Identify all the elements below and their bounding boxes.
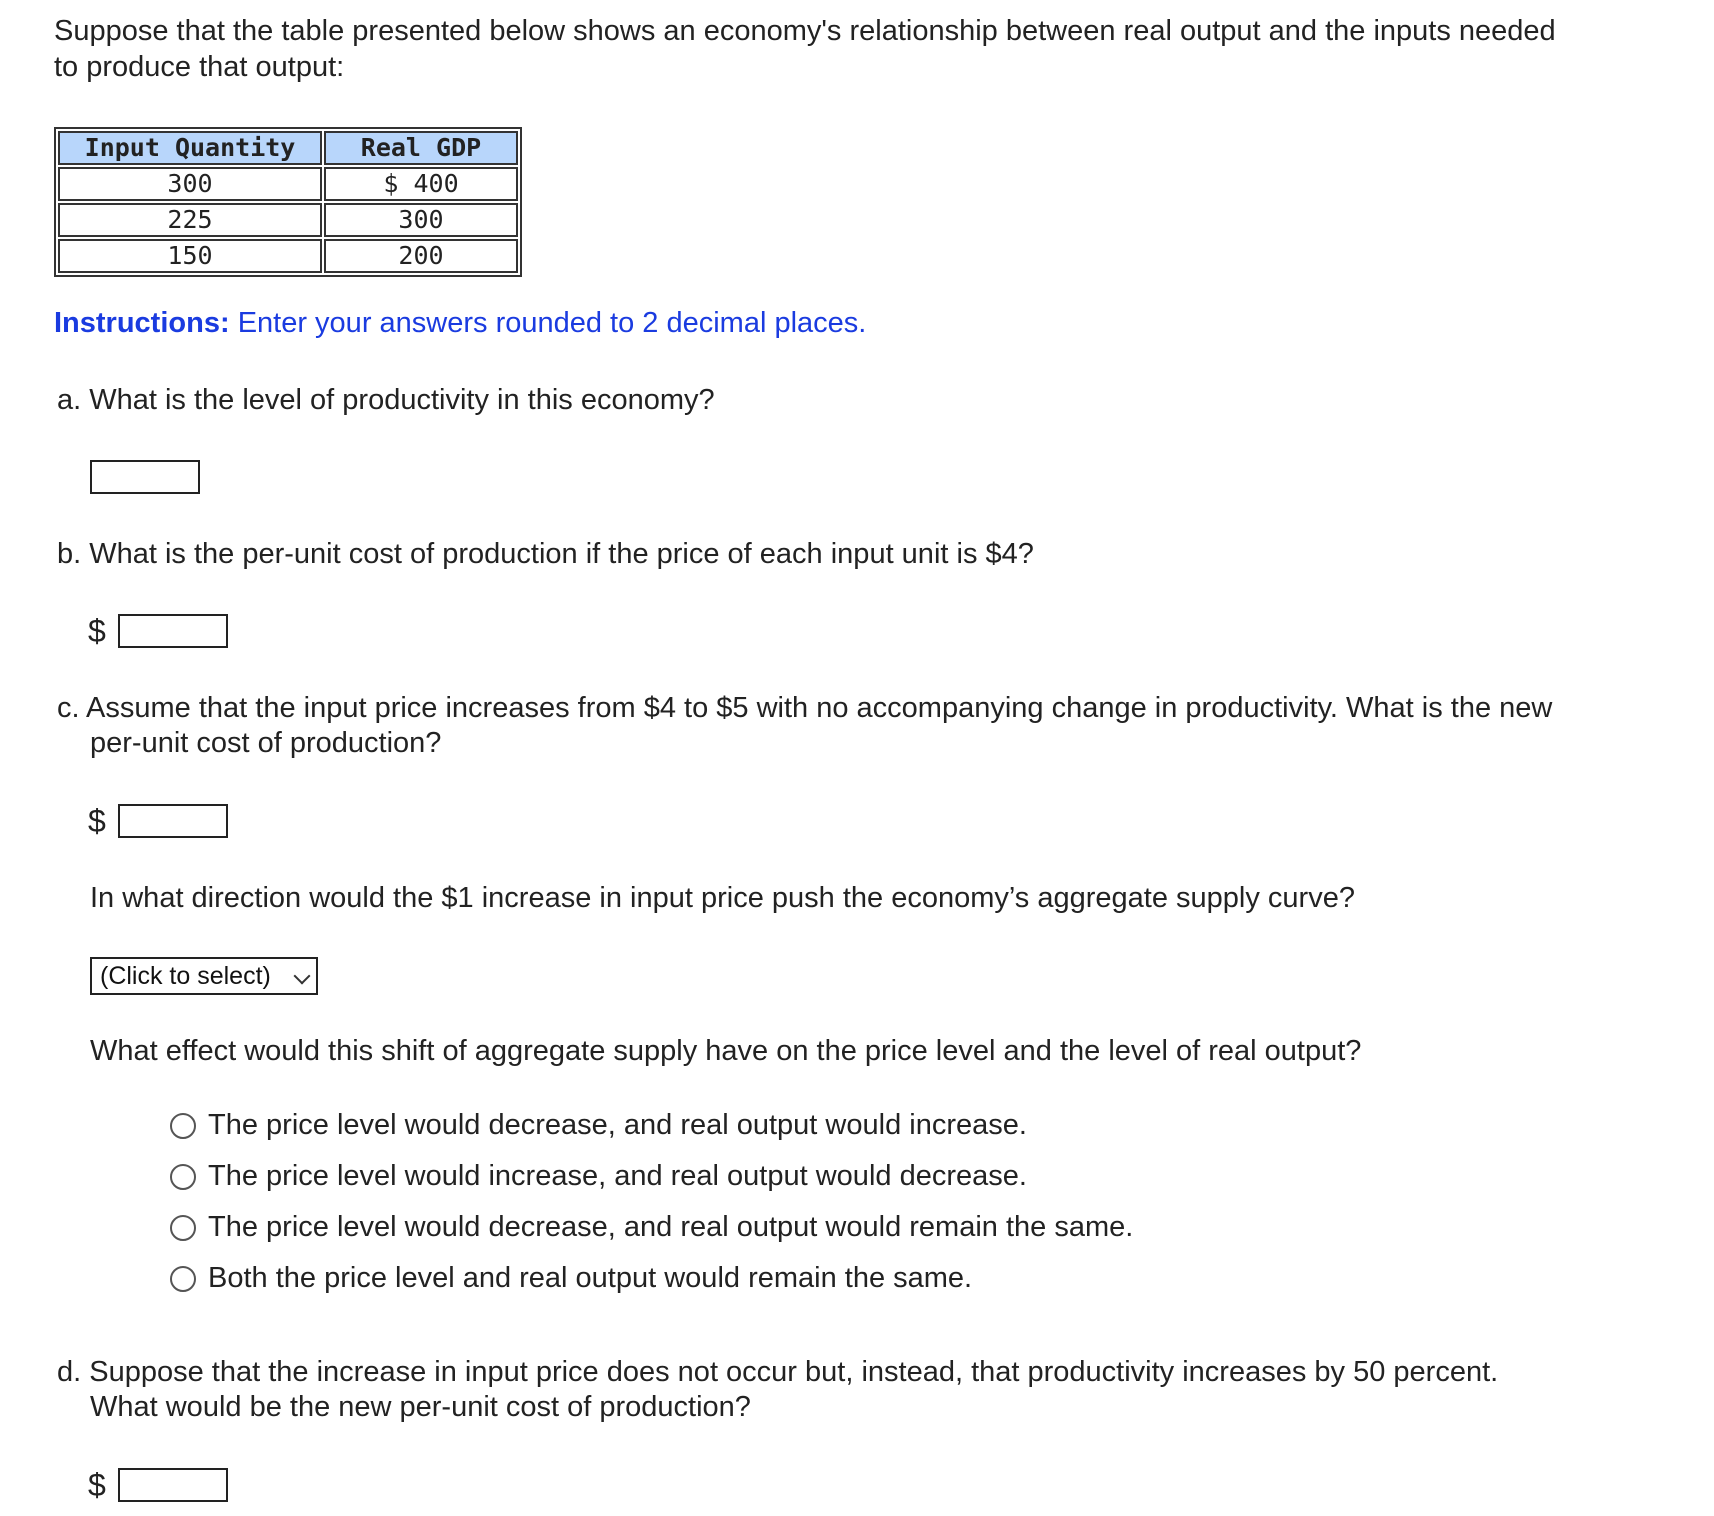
table-row xyxy=(58,167,518,201)
dollar-sign: $ xyxy=(88,613,106,649)
instructions-text: Enter your answers rounded to 2 decimal places. xyxy=(237,307,867,339)
question-b-text: b. What is the per-unit cost of production if the price of each input unit is $4? xyxy=(57,538,1034,570)
dollar-sign: $ xyxy=(88,803,106,839)
answer-d-input[interactable] xyxy=(118,1468,228,1502)
question-d-line-1: d. Suppose that the increase in input price does not occur but, instead, that productivity increases by 50 percent. xyxy=(57,1356,1499,1388)
cell-input-quantity: 300 xyxy=(58,167,322,201)
answer-a-input[interactable] xyxy=(90,460,200,494)
dollar-sign: $ xyxy=(88,1467,106,1503)
header-real-gdp: Real GDP xyxy=(324,131,518,165)
table-row xyxy=(58,203,518,237)
question-c-line-2: per-unit cost of production? xyxy=(90,727,442,759)
radio-button[interactable] xyxy=(170,1266,196,1292)
header-input-quantity: Input Quantity xyxy=(58,131,322,165)
cell-input-quantity: 150 xyxy=(58,239,322,273)
effect-question: What effect would this shift of aggregate supply have on the price level and the level of real output? xyxy=(90,1035,1362,1067)
answer-b-input[interactable] xyxy=(118,614,228,648)
instructions xyxy=(54,305,866,341)
direction-select[interactable] xyxy=(90,957,318,995)
radio-button[interactable] xyxy=(170,1164,196,1190)
radio-option-label: The price level would decrease, and real output would increase. xyxy=(208,1109,1027,1141)
select-value: (Click to select) xyxy=(100,962,271,990)
radio-option-label: The price level would decrease, and real output would remain the same. xyxy=(208,1211,1134,1243)
radio-option-label: Both the price level and real output would remain the same. xyxy=(208,1262,973,1294)
cell-input-quantity: 225 xyxy=(58,203,322,237)
cell-real-gdp: 300 xyxy=(324,203,518,237)
question-a-text: a. What is the level of productivity in this economy? xyxy=(57,384,715,416)
chevron-down-icon xyxy=(294,968,311,985)
input-output-table xyxy=(54,127,522,277)
question-c-line-1: c. Assume that the input price increases from $4 to $5 with no accompanying change in productivity. What is the new xyxy=(57,692,1553,724)
table-row xyxy=(58,239,518,273)
intro-text xyxy=(54,13,1704,85)
radio-option-label: The price level would increase, and real output would decrease. xyxy=(208,1160,1027,1192)
instructions-label: Instructions: xyxy=(54,307,230,339)
cell-real-gdp: 200 xyxy=(324,239,518,273)
radio-button[interactable] xyxy=(170,1113,196,1139)
radio-button[interactable] xyxy=(170,1215,196,1241)
cell-real-gdp: $ 400 xyxy=(324,167,518,201)
intro-line-2: to produce that output: xyxy=(54,51,345,83)
table-header-row xyxy=(58,131,518,165)
direction-question: In what direction would the $1 increase in input price push the economy’s aggregate supply curve? xyxy=(90,882,1355,914)
intro-line-1: Suppose that the table presented below shows an economy's relationship between real output and the inputs needed xyxy=(54,15,1556,47)
answer-c-input[interactable] xyxy=(118,804,228,838)
question-d-line-2: What would be the new per-unit cost of production? xyxy=(90,1391,751,1423)
